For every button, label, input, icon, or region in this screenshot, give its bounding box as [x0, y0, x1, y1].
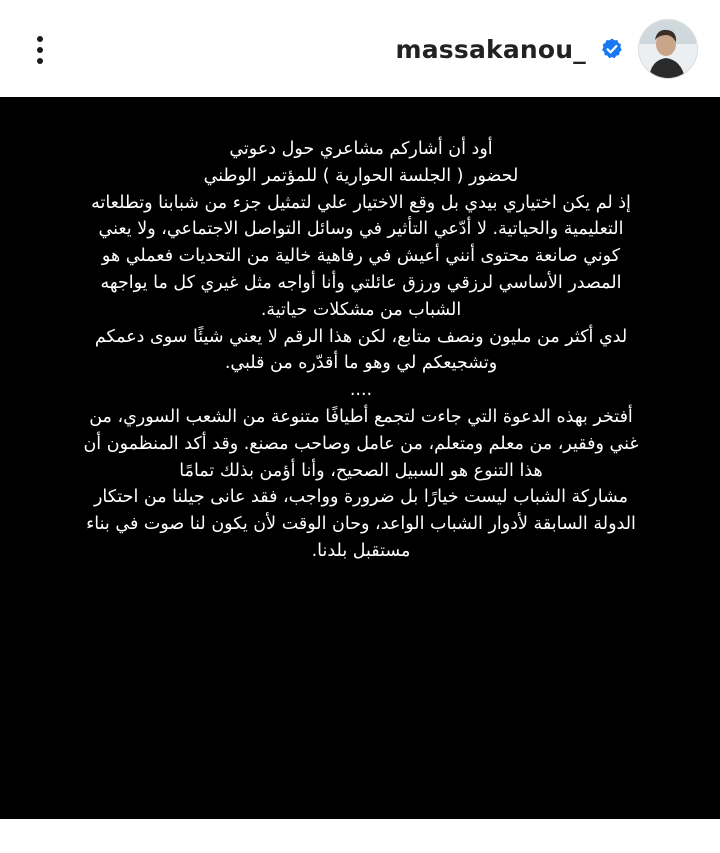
post-line: وتشجيعكم لي وهو ما أقدّره من قلبي.: [224, 353, 498, 374]
more-dot: [37, 47, 43, 53]
avatar[interactable]: [638, 19, 698, 79]
post-line: أود أن أشاركم مشاعري حول دعوتي: [229, 139, 493, 159]
verified-badge-icon: [600, 37, 624, 61]
more-dot: [37, 58, 43, 64]
post-line: ....: [349, 380, 373, 401]
post-header: [0, 0, 720, 97]
more-vertical-icon: [37, 36, 43, 42]
post-line: الشباب من مشكلات حياتية.: [260, 299, 462, 320]
username[interactable]: massakanou_: [395, 34, 586, 64]
post-footer: [0, 819, 720, 853]
post-line: لحضور ( الجلسة الحوارية ) للمؤتمر الوطني: [203, 165, 519, 186]
post-line: التعليمية والحياتية. لا أدّعي التأثير في وسائل التواصل الاجتماعي، ولا يعني: [98, 219, 624, 240]
post-line: كوني صانعة محتوى أنني أعيش في رفاهية خالية من التحديات فعملي هو: [101, 246, 621, 267]
avatar-image: [639, 20, 697, 78]
post-line: غني وفقير، من معلم ومتعلم، من عامل وصاحب مصنع. وقد أكد المنظمون أن: [83, 433, 639, 454]
post-line: مشاركة الشباب ليست خيارًا بل ضرورة وواجب، فقد عانى جيلنا من احتكار: [93, 487, 629, 508]
more-options-button[interactable]: [26, 32, 54, 68]
post-line: أفتخر بهذه الدعوة التي جاءت لتجمع أطيافًا متنوعة من الشعب السوري، من: [89, 406, 633, 427]
post-caption-text: [20, 136, 702, 565]
post-line: إذ لم يكن اختياري بيدي بل وقع الاختيار علي لتمثيل جزء من شبابنا وتطلعاته: [91, 192, 631, 213]
post-author[interactable]: [395, 18, 698, 80]
post-line: لدي أكثر من مليون ونصف متابع، لكن هذا الرقم لا يعني شيئًا سوى دعمكم: [94, 326, 628, 347]
post-line: هذا التنوع هو السبيل الصحيح، وأنا أؤمن بذلك تمامًا: [179, 460, 543, 481]
post-line: المصدر الأساسي لرزقي ورزق عائلتي وأنا أواجه مثل غيري كل ما يواجهه: [100, 272, 622, 293]
post-line: مستقبل بلدنا.: [311, 540, 411, 561]
post-line: الدولة السابقة لأدوار الشباب الواعد، وحان الوقت لأن يكون لنا صوت في بناء: [86, 514, 636, 535]
